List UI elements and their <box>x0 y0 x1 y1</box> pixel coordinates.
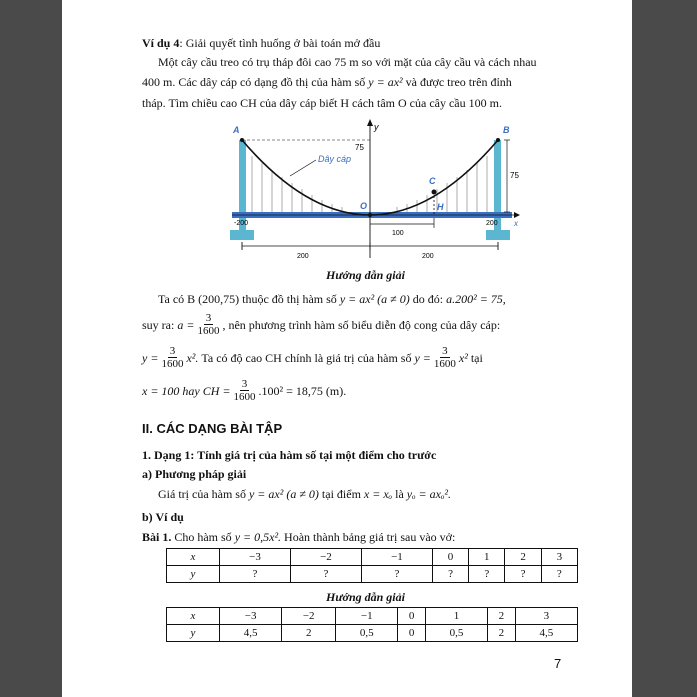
solution4-line1: Ta có B (200,75) thuộc đồ thị hàm số y = ax² (a ≠ 0) do đó: a.200² = 75, <box>158 292 506 306</box>
label-height-75-top: 75 <box>355 143 364 152</box>
label-C: C <box>429 176 436 186</box>
example4-line1: Một cây cầu treo có trụ tháp đôi cao 75 m so với mặt của cây cầu và cách nhau <box>158 55 537 69</box>
method-heading: a) Phương pháp giải <box>142 467 247 481</box>
label-x-minus-200: -200 <box>234 220 249 227</box>
section-heading: II. CÁC DẠNG BÀI TẬP <box>142 421 283 436</box>
label-A: A <box>233 125 240 135</box>
table-row: x −3 −2 −1 0 1 2 3 <box>167 549 578 566</box>
example4-line2: 400 m. Các dây cáp có dạng đồ thị của hàm số y = ax² và được treo trên đỉnh <box>142 75 512 89</box>
value-table-answer <box>166 607 578 642</box>
table-row: y ? ? ? ? ? ? ? <box>167 566 578 583</box>
label-dist-200-right: 200 <box>422 253 434 260</box>
dang1-heading: 1. Dạng 1: Tính giá trị của hàm số tại một điểm cho trước <box>142 448 437 462</box>
example4-line3: tháp. Tìm chiều cao CH của dây cáp biết H cách tâm O của cây cầu 100 m. <box>142 96 502 110</box>
label-cable: Dây cáp <box>318 154 352 164</box>
right-tower-base <box>486 230 510 240</box>
suspension-bridge-figure <box>222 118 522 268</box>
label-B: B <box>503 125 510 135</box>
label-x-200: 200 <box>486 220 498 227</box>
label-O: O <box>360 201 368 211</box>
value-table-question <box>166 548 578 583</box>
page-number: 7 <box>554 656 562 671</box>
fraction-3-1600: $\frac{3}{1600}$ <box>197 312 220 337</box>
example-heading: b) Ví dụ <box>142 510 184 524</box>
document-page <box>62 0 632 697</box>
label-y-axis: y <box>374 122 379 132</box>
solution-table-heading: Hướng dẫn giải <box>326 590 405 604</box>
solution4-line2: suy ra: a = $\frac{3}{1600}$ , nên phương trình hàm số biểu diễn độ cong của dây cáp: <box>142 312 501 337</box>
point-O <box>368 213 372 217</box>
label-dist-200-left: 200 <box>297 253 309 260</box>
solution4-line3: y = $\frac{3}{1600}$ x². Ta có độ cao CH chính là giá trị của hàm số y = $\frac{3}{1600}$ x² tại <box>142 345 483 370</box>
label-H: H <box>437 202 444 212</box>
label-dist-100: 100 <box>392 230 404 237</box>
solution4-line4: x = 100 hay CH = $\frac{3}{1600}$ .100² = 18,75 (m). <box>142 378 347 403</box>
table-row: y 4,5 2 0,5 0 0,5 2 4,5 <box>167 625 578 642</box>
example4-title: Ví dụ 4: Giải quyết tình huống ở bài toán mở đầu <box>142 36 381 50</box>
solution4-heading: Hướng dẫn giải <box>326 268 405 282</box>
method-text: Giá trị của hàm số y = ax² (a ≠ 0) tại điểm x = xₒ là yₒ = axₒ². <box>158 487 451 501</box>
label-height-75-right: 75 <box>510 171 519 180</box>
left-tower-base <box>230 230 254 240</box>
table-row: x −3 −2 −1 0 1 2 3 <box>167 608 578 625</box>
label-x-axis: x <box>514 219 518 228</box>
x-axis-arrow <box>514 212 520 218</box>
bai1-line: Bài 1. Cho hàm số y = 0,5x². Hoàn thành bảng giá trị sau vào vở: <box>142 530 456 544</box>
